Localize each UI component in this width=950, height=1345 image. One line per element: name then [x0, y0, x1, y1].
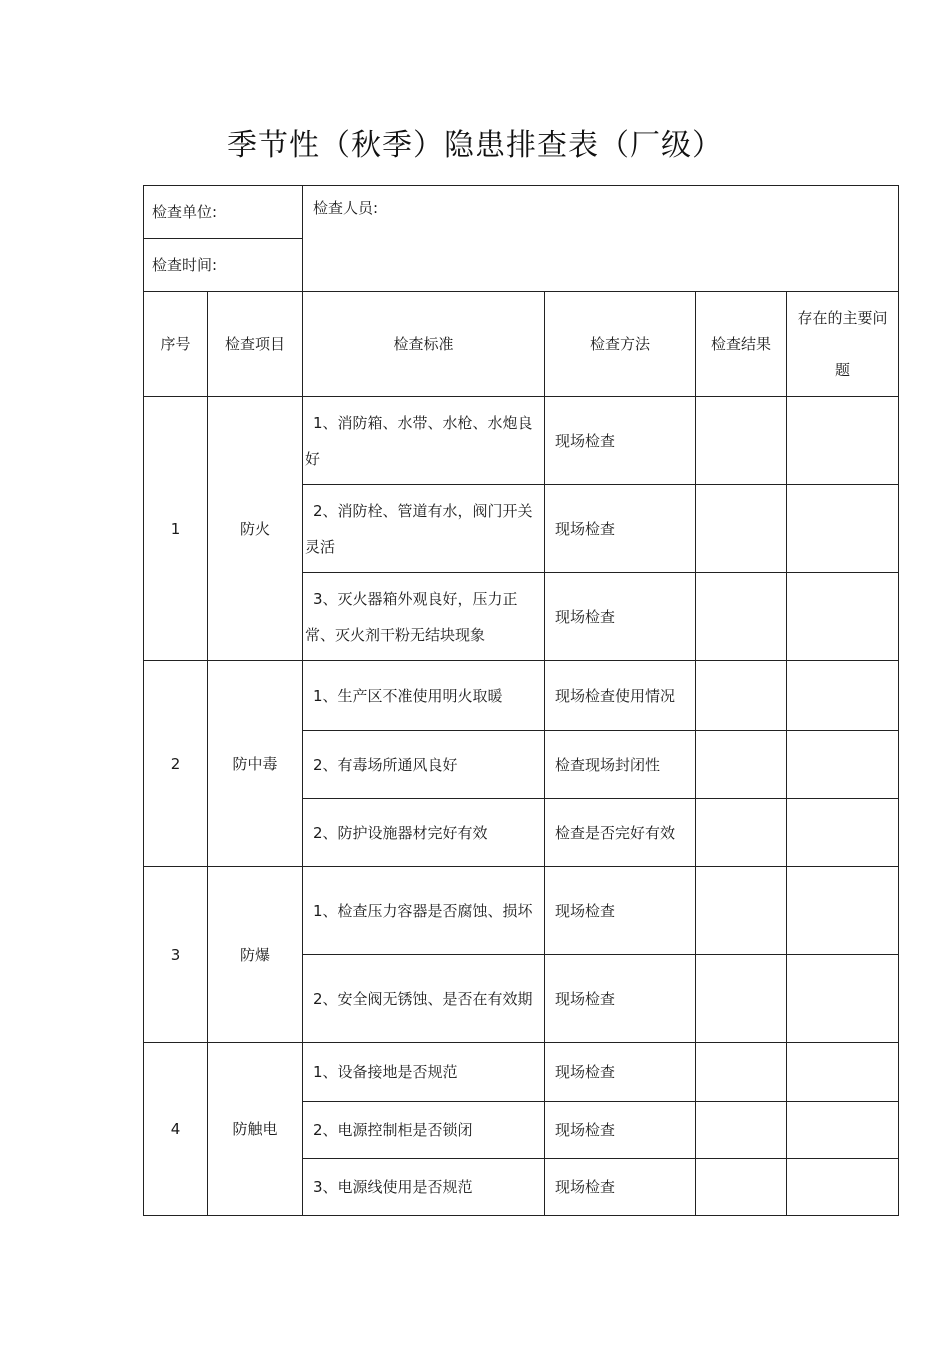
group-seq: 2 [144, 661, 208, 867]
standard-cell: 2、消防栓、管道有水，阀门开关灵活 [303, 485, 545, 573]
table-row [144, 867, 899, 955]
result-cell[interactable] [696, 799, 787, 867]
problems-cell[interactable] [787, 867, 899, 955]
standard-cell: 2、电源控制柜是否锁闭 [303, 1102, 545, 1159]
method-cell: 检查是否完好有效 [545, 799, 696, 867]
result-cell[interactable] [696, 1043, 787, 1102]
problems-cell[interactable] [787, 1102, 899, 1159]
problems-cell[interactable] [787, 397, 899, 485]
standard-cell: 1、消防箱、水带、水枪、水炮良好 [303, 397, 545, 485]
result-cell[interactable] [696, 1102, 787, 1159]
problems-cell[interactable] [787, 955, 899, 1043]
result-cell[interactable] [696, 955, 787, 1043]
group-item: 防中毒 [208, 661, 303, 867]
page-title: 季节性（秋季）隐患排查表（厂级） [227, 128, 723, 163]
result-cell[interactable] [696, 731, 787, 799]
problems-cell[interactable] [787, 731, 899, 799]
header-result: 检查结果 [696, 292, 787, 397]
standard-cell: 1、检查压力容器是否腐蚀、损坏 [303, 867, 545, 955]
time-label: 检查时间: [144, 239, 303, 292]
result-cell[interactable] [696, 573, 787, 661]
method-cell: 现场检查 [545, 867, 696, 955]
problems-cell[interactable] [787, 485, 899, 573]
method-cell: 现场检查 [545, 573, 696, 661]
header-problems: 存在的主要问题 [787, 292, 899, 397]
problems-cell[interactable] [787, 573, 899, 661]
standard-cell: 2、防护设施器材完好有效 [303, 799, 545, 867]
table-row [144, 1043, 899, 1102]
problems-cell[interactable] [787, 661, 899, 731]
header-item: 检查项目 [208, 292, 303, 397]
header-standard: 检查标准 [303, 292, 545, 397]
method-cell: 现场检查 [545, 485, 696, 573]
group-item: 防爆 [208, 867, 303, 1043]
group-seq: 3 [144, 867, 208, 1043]
method-cell: 现场检查 [545, 1043, 696, 1102]
standard-cell: 1、生产区不准使用明火取暖 [303, 661, 545, 731]
method-cell: 检查现场封闭性 [545, 731, 696, 799]
header-seq: 序号 [144, 292, 208, 397]
problems-cell[interactable] [787, 799, 899, 867]
group-seq: 4 [144, 1043, 208, 1216]
standard-cell: 1、设备接地是否规范 [303, 1043, 545, 1102]
standard-cell: 3、电源线使用是否规范 [303, 1159, 545, 1216]
standard-cell: 2、安全阀无锈蚀、是否在有效期 [303, 955, 545, 1043]
result-cell[interactable] [696, 397, 787, 485]
table-row [144, 397, 899, 485]
inspection-table [143, 185, 899, 1216]
unit-label: 检查单位: [144, 186, 303, 239]
result-cell[interactable] [696, 485, 787, 573]
method-cell: 现场检查 [545, 1159, 696, 1216]
group-seq: 1 [144, 397, 208, 661]
group-item: 防火 [208, 397, 303, 661]
result-cell[interactable] [696, 1159, 787, 1216]
standard-cell: 2、有毒场所通风良好 [303, 731, 545, 799]
standard-cell: 3、灭火器箱外观良好，压力正常、灭火剂干粉无结块现象 [303, 573, 545, 661]
header-method: 检查方法 [545, 292, 696, 397]
problems-cell[interactable] [787, 1043, 899, 1102]
method-cell: 现场检查使用情况 [545, 661, 696, 731]
group-item: 防触电 [208, 1043, 303, 1216]
problems-cell[interactable] [787, 1159, 899, 1216]
result-cell[interactable] [696, 661, 787, 731]
method-cell: 现场检查 [545, 397, 696, 485]
inspector-label: 检查人员: [303, 186, 899, 292]
result-cell[interactable] [696, 867, 787, 955]
table-row [144, 661, 899, 731]
method-cell: 现场检查 [545, 955, 696, 1043]
method-cell: 现场检查 [545, 1102, 696, 1159]
